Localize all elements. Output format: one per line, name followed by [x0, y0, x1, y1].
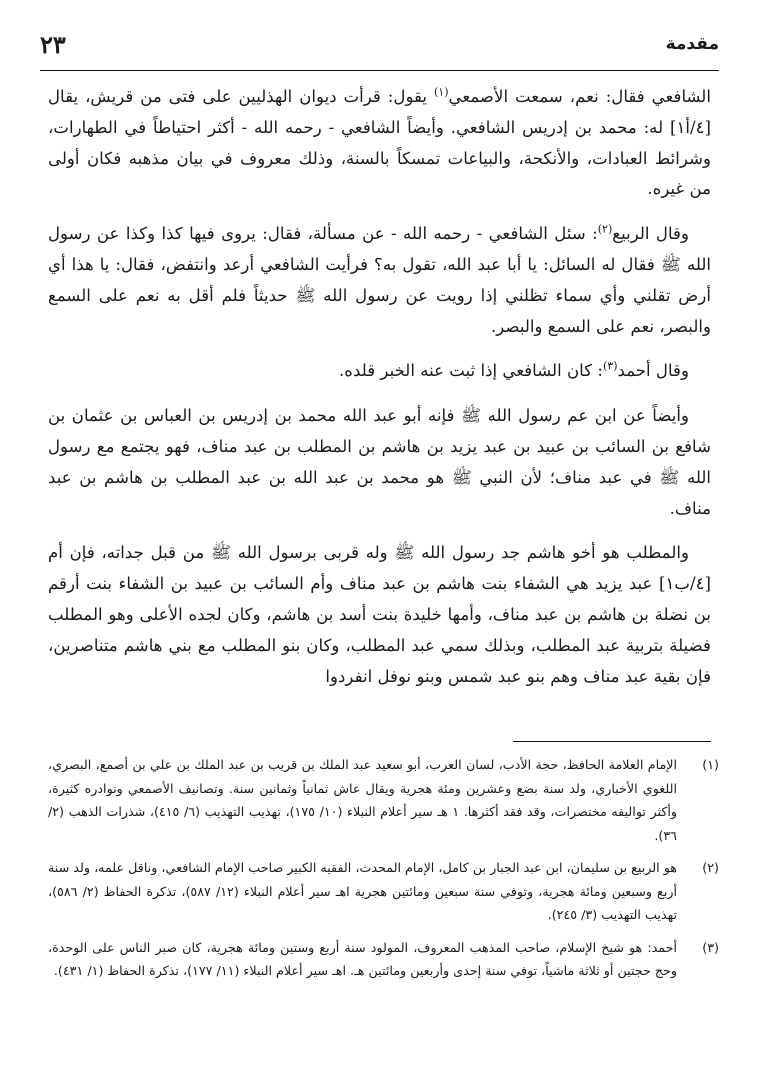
paragraph-text: وقال أحمد — [617, 361, 689, 381]
footnote-number: (٣) — [702, 939, 719, 955]
paragraph — [48, 538, 711, 692]
paragraph-text: والمطلب هو أخو هاشم جد رسول الله ﷺ وله قربى برسول الله ﷺ من قبل جداته، فإن أم [٤/ب١] عبد يزيد هي الشفاء بنت هاشم بن عبد مناف وأم السائب بن عبيد بن الشفاء بنت أرقم بن نضلة بن هاشم بن عبد مناف، وأمها خليدة بنت أسد بن هاشم، وكان لجده الأعلى وهو المطلب فضيلة بتربية عبد المطلب، وبذلك سمي عبد المطلب، وكان بنو المطلب مع بني هاشم متناصرين، فإن بقية عبد مناف وهم بنو عبد شمس وبنو نوفل انفردوا — [48, 543, 711, 686]
footnote — [48, 753, 719, 847]
paragraph-text: الشافعي فقال: نعم، سمعت الأصمعي — [448, 87, 711, 106]
paragraph — [48, 82, 711, 205]
paragraph-text: يقول: قرأت ديوان الهذليين على فتى من قريش، يقال [٤/أ١] له: محمد بن إدريس الشافعي. وأيضاً الشافعي - رحمه الله - أكثر احتياطاً في الطهارات، وشرائط العبادات، والأنكحة، والبياعات تمسكاً بالسنة، وذلك معروف في بيان مذهبه فكان أولى من غيره. — [48, 87, 711, 199]
paragraph — [48, 219, 711, 342]
header-rule — [40, 70, 719, 71]
page-number: ٢٣ — [40, 30, 66, 59]
footnote-text: الإمام العلامة الحافظ، حجة الأدب، لسان العرب، أبو سعيد عبد الملك بن قريب بن عبد الملك بن علي بن أصمع، البصري، اللغوي الأخباري، ولد سنة بضع وعشرين ومئة هجرية ويقال عاش ثمانياً وثمانين سنة. وتصانيف الأصمعي ونوادره كثيرة، وأكثر تواليفه مختصرات، وقد فقد أكثرها. ١ هـ سير أعلام النبلاء (١٠/ ١٧٥)، تهذيب التهذيب (٦/ ٤١٥)، شذرات الذهب (٢/ ٣٦). — [48, 757, 678, 843]
page-header — [40, 30, 719, 64]
footnote-text: هو الربيع بن سليمان، ابن عبد الجبار بن كامل، الإمام المحدث، الفقيه الكبير صاحب الإمام الشافعي، وناقل علمه، ولد سنة أربع وسبعين ومائة هجرية، وتوفي سنة سبعين ومائتين هجرية اهـ سير أعلام النبلاء (١٢/ ٥٨٧)، تذكرة الحفاظ (٢/ ٥٨٦)، تهذيب التهذيب (٣/ ٢٤٥). — [48, 860, 677, 922]
footnote-ref[interactable]: (٢) — [597, 222, 613, 236]
main-text — [48, 82, 711, 706]
footnote-ref[interactable]: (١) — [433, 85, 449, 99]
paragraph-text: وأيضاً عن ابن عم رسول الله ﷺ فإنه أبو عبد الله محمد بن إدريس بن العباس بن عثمان بن شافع بن السائب بن عبيد بن عبد يزيد بن هاشم بن المطلب بن عبد مناف، فهو يجتمع مع رسول الله ﷺ في عبد مناف؛ لأن النبي ﷺ هو محمد بن عبد الله بن عبد المطلب بن هاشم بن عبد مناف. — [48, 406, 711, 518]
footnote-number: (١) — [702, 757, 719, 772]
footnote — [48, 856, 719, 927]
footnote-text: أحمد: هو شيخ الإسلام، صاحب المذهب المعروف، المولود سنة أربع وستين ومائة هجرية، كان صبر الناس على الوحدة، وحج حجتين أو ثلاثة ماشياً، توفي سنة إحدى وأربعين ومائتين هـ. اهـ سير أعلام النبلاء (١١/ ١٧٧)، تذكرة الحفاظ (١/ ٤٣١). — [48, 939, 677, 978]
footnotes — [48, 753, 719, 992]
paragraph-text: وقال الربيع — [612, 224, 689, 244]
paragraph-text: : سئل الشافعي - رحمه الله - عن مسألة، فقال: يروى فيها كذا وكذا عن رسول الله ﷺ فقال له السائل: يا أبا عبد الله، تقول به؟ فرأيت الشافعي أرعد وانتفض، فقال: يا هذا أي أرض تقلني وأي سماء تظلني إذا رويت عن رسول الله ﷺ حديثاً فلم أقل به نعم على السمع والبصر، نعم على السمع والبصر. — [48, 224, 711, 336]
footnote-ref[interactable]: (٣) — [602, 359, 618, 373]
paragraph — [48, 401, 711, 524]
footnote-separator — [513, 741, 711, 742]
paragraph-text: : كان الشافعي إذا ثبت عنه الخبر قلده. — [339, 361, 603, 381]
footnote-number: (٢) — [702, 860, 719, 875]
paragraph — [48, 356, 711, 387]
running-title: مقدمة — [665, 34, 719, 54]
footnote — [48, 936, 719, 983]
